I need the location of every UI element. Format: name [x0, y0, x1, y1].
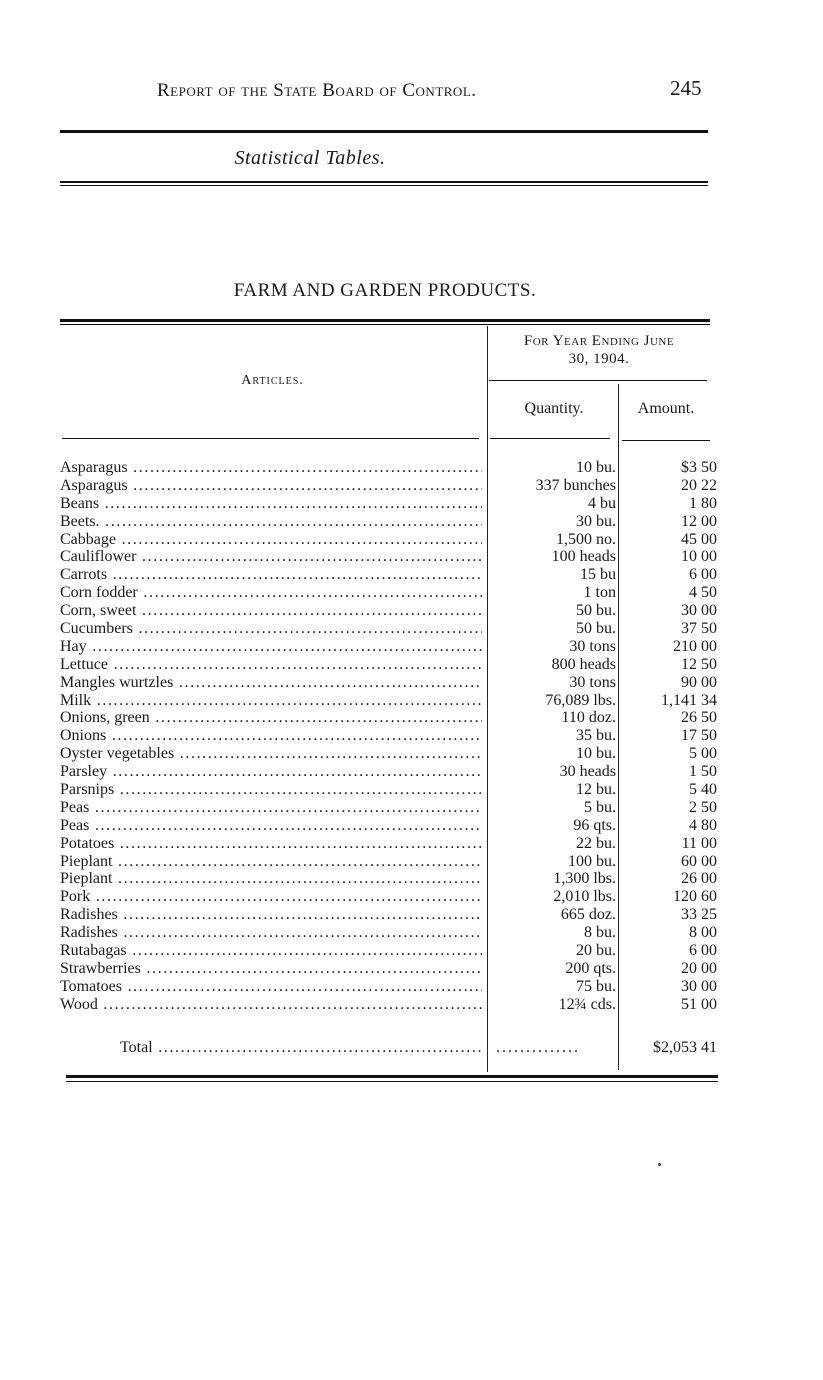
article-cell: Lettuce .....: [60, 656, 482, 674]
amount-cell: 90 00: [681, 673, 717, 691]
quantity-cell: 110 doz.: [561, 709, 616, 727]
article-cell: Cucumbers .....: [60, 620, 482, 638]
article-cell: Pork .....: [60, 888, 482, 906]
table-row: [60, 602, 722, 620]
quantity-cell: 76,089 lbs.: [545, 691, 616, 709]
amount-cell: 26 50: [681, 709, 717, 727]
amount-cell: 45 00: [681, 530, 717, 548]
quantity-cell: 96 qts.: [573, 816, 616, 834]
table-row: [60, 674, 722, 692]
quantity-cell: 4 bu: [588, 494, 616, 512]
article-cell: Cabbage .....: [60, 531, 482, 549]
amount-cell: 51 00: [681, 995, 717, 1013]
table-row: [60, 548, 722, 566]
article-cell: Rutabagas .....: [60, 942, 482, 960]
table-row: [60, 709, 722, 727]
amount-cell: 210 00: [673, 637, 717, 655]
header-rule-bottom: [60, 181, 708, 183]
table-row: [60, 924, 722, 942]
total-label: Total .....: [120, 1038, 482, 1058]
table-row: [60, 781, 722, 799]
table-row: [60, 745, 722, 763]
quantity-cell: 35 bu.: [576, 727, 616, 745]
table-row: [60, 531, 722, 549]
running-head: Report of the State Board of Control.: [157, 80, 477, 101]
article-cell: Parsley .....: [60, 763, 482, 781]
amount-cell: 1 80: [689, 494, 717, 512]
amount-header: Amount.: [637, 400, 695, 417]
page-number: 245: [670, 76, 702, 100]
table-row: [60, 656, 722, 674]
quantity-cell: 100 heads: [551, 548, 616, 566]
article-cell: Strawberries .....: [60, 960, 482, 978]
total-quantity: ..............: [496, 1039, 580, 1056]
article-cell: Peas .....: [60, 799, 482, 817]
table-row: [60, 584, 722, 602]
table-bottom-rule: [66, 1075, 718, 1078]
quantity-cell: 100 bu.: [568, 852, 616, 870]
table-body: [60, 459, 722, 1014]
amount-cell: 12 00: [681, 512, 717, 530]
section-title: Statistical Tables.: [234, 147, 386, 169]
amount-cell: 120 60: [673, 888, 717, 906]
table-row: [60, 888, 722, 906]
article-cell: Oyster vegetables .....: [60, 745, 482, 763]
articles-header: Articles.: [241, 373, 304, 388]
quantity-cell: 50 bu.: [576, 620, 616, 638]
quantity-cell: 1,500 no.: [556, 530, 616, 548]
period-header: [487, 332, 711, 368]
amount-cell: 17 50: [681, 727, 717, 745]
amount-cell: 4 50: [689, 584, 717, 602]
quantity-cell: 8 bu.: [584, 924, 616, 942]
article-cell: Parsnips .....: [60, 781, 482, 799]
table-row: [60, 459, 722, 477]
quantity-cell: 15 bu: [580, 566, 616, 584]
amount-cell: 11 00: [681, 834, 717, 852]
quantity-cell: 30 tons: [569, 637, 616, 655]
table-row: [60, 942, 722, 960]
quantity-cell: 30 bu.: [576, 512, 616, 530]
article-cell: Carrots .....: [60, 566, 482, 584]
amount-cell: 8 00: [689, 924, 717, 942]
table-bottom-rule-thin: [66, 1081, 718, 1082]
article-cell: Pieplant .....: [60, 870, 482, 888]
table-title: FARM AND GARDEN PRODUCTS.: [233, 280, 537, 301]
article-cell: Wood .....: [60, 996, 482, 1014]
table-row: [60, 870, 722, 888]
quantity-cell: 12 bu.: [576, 781, 616, 799]
table-row: [60, 566, 722, 584]
quantity-cell: 20 bu.: [576, 942, 616, 960]
period-header-line2: 30, 1904.: [568, 351, 630, 367]
quantity-cell: 75 bu.: [576, 977, 616, 995]
quantity-header: Quantity.: [524, 400, 584, 417]
table-row: [60, 799, 722, 817]
article-cell: Asparagus .....: [60, 459, 482, 477]
quantity-cell: 800 heads: [551, 655, 616, 673]
amount-cell: 60 00: [681, 852, 717, 870]
article-cell: Peas .....: [60, 817, 482, 835]
amount-cell: 26 00: [681, 870, 717, 888]
table-row: [60, 620, 722, 638]
article-cell: Pieplant .....: [60, 853, 482, 871]
amount-cell: 1 50: [689, 763, 717, 781]
print-speck: [658, 1163, 661, 1166]
table-row: [60, 960, 722, 978]
amount-cell: 30 00: [681, 977, 717, 995]
table-row: [60, 817, 722, 835]
table-row: [60, 906, 722, 924]
table-top-rule: [60, 319, 710, 322]
article-cell: Radishes .....: [60, 924, 482, 942]
header-bottom-rule-quantity: [490, 438, 610, 439]
amount-cell: 6 00: [689, 566, 717, 584]
amount-cell: 20 22: [681, 476, 717, 494]
amount-cell: 33 25: [681, 906, 717, 924]
amount-cell: 37 50: [681, 620, 717, 638]
quantity-cell: 337 bunches: [535, 476, 616, 494]
quantity-cell: 30 tons: [569, 673, 616, 691]
table-row: [60, 513, 722, 531]
amount-cell: 2 50: [689, 798, 717, 816]
amount-cell: 10 00: [681, 548, 717, 566]
table-row: [60, 495, 722, 513]
total-amount: $2,053 41: [653, 1039, 717, 1056]
header-bottom-rule-amount: [622, 440, 710, 441]
article-cell: Tomatoes .....: [60, 978, 482, 996]
amount-cell: 5 00: [689, 745, 717, 763]
article-cell: Cauliflower .....: [60, 548, 482, 566]
table-row: [60, 978, 722, 996]
amount-cell: 4 80: [689, 816, 717, 834]
quantity-cell: 10 bu.: [576, 459, 616, 476]
table-row: [60, 996, 722, 1014]
table-row: [60, 638, 722, 656]
amount-cell: 30 00: [681, 602, 717, 620]
header-rule-top: [60, 130, 708, 133]
article-cell: Mangles wurtzles .....: [60, 674, 482, 692]
quantity-cell: 1,300 lbs.: [553, 870, 616, 888]
amount-cell: $3 50: [681, 459, 717, 476]
quantity-cell: 22 bu.: [576, 834, 616, 852]
amount-cell: 20 00: [681, 959, 717, 977]
article-cell: Milk .....: [60, 692, 482, 710]
table-row: [60, 763, 722, 781]
amount-cell: 5 40: [689, 781, 717, 799]
amount-cell: 1,141 34: [661, 691, 717, 709]
quantity-cell: 12¾ cds.: [558, 995, 616, 1013]
article-cell: Onions .....: [60, 727, 482, 745]
article-cell: Corn fodder .....: [60, 584, 482, 602]
article-cell: Onions, green .....: [60, 709, 482, 727]
quantity-cell: 200 qts.: [565, 959, 616, 977]
table-row: [60, 853, 722, 871]
article-cell: Corn, sweet .....: [60, 602, 482, 620]
table-row: [60, 692, 722, 710]
table-row: [60, 727, 722, 745]
quantity-cell: 2,010 lbs.: [553, 888, 616, 906]
amount-cell: 6 00: [689, 942, 717, 960]
total-row: [60, 1038, 722, 1058]
header-rule-bottom-thin: [60, 185, 708, 186]
table-top-rule-thin: [60, 324, 710, 325]
quantity-cell: 50 bu.: [576, 602, 616, 620]
article-cell: Radishes .....: [60, 906, 482, 924]
quantity-cell: 5 bu.: [584, 798, 616, 816]
table-row: [60, 477, 722, 495]
period-rule: [489, 380, 707, 381]
header-bottom-rule-articles: [62, 438, 479, 439]
quantity-cell: 1 ton: [583, 584, 616, 602]
article-cell: Hay .....: [60, 638, 482, 656]
quantity-cell: 665 doz.: [560, 906, 616, 924]
article-cell: Beans .....: [60, 495, 482, 513]
amount-cell: 12 50: [681, 655, 717, 673]
article-cell: Potatoes .....: [60, 835, 482, 853]
article-cell: Beets. .....: [60, 513, 482, 531]
table-row: [60, 835, 722, 853]
quantity-cell: 10 bu.: [576, 745, 616, 763]
article-cell: Asparagus .....: [60, 477, 482, 495]
period-header-line1: For Year Ending June: [523, 333, 675, 349]
quantity-cell: 30 heads: [559, 763, 616, 781]
